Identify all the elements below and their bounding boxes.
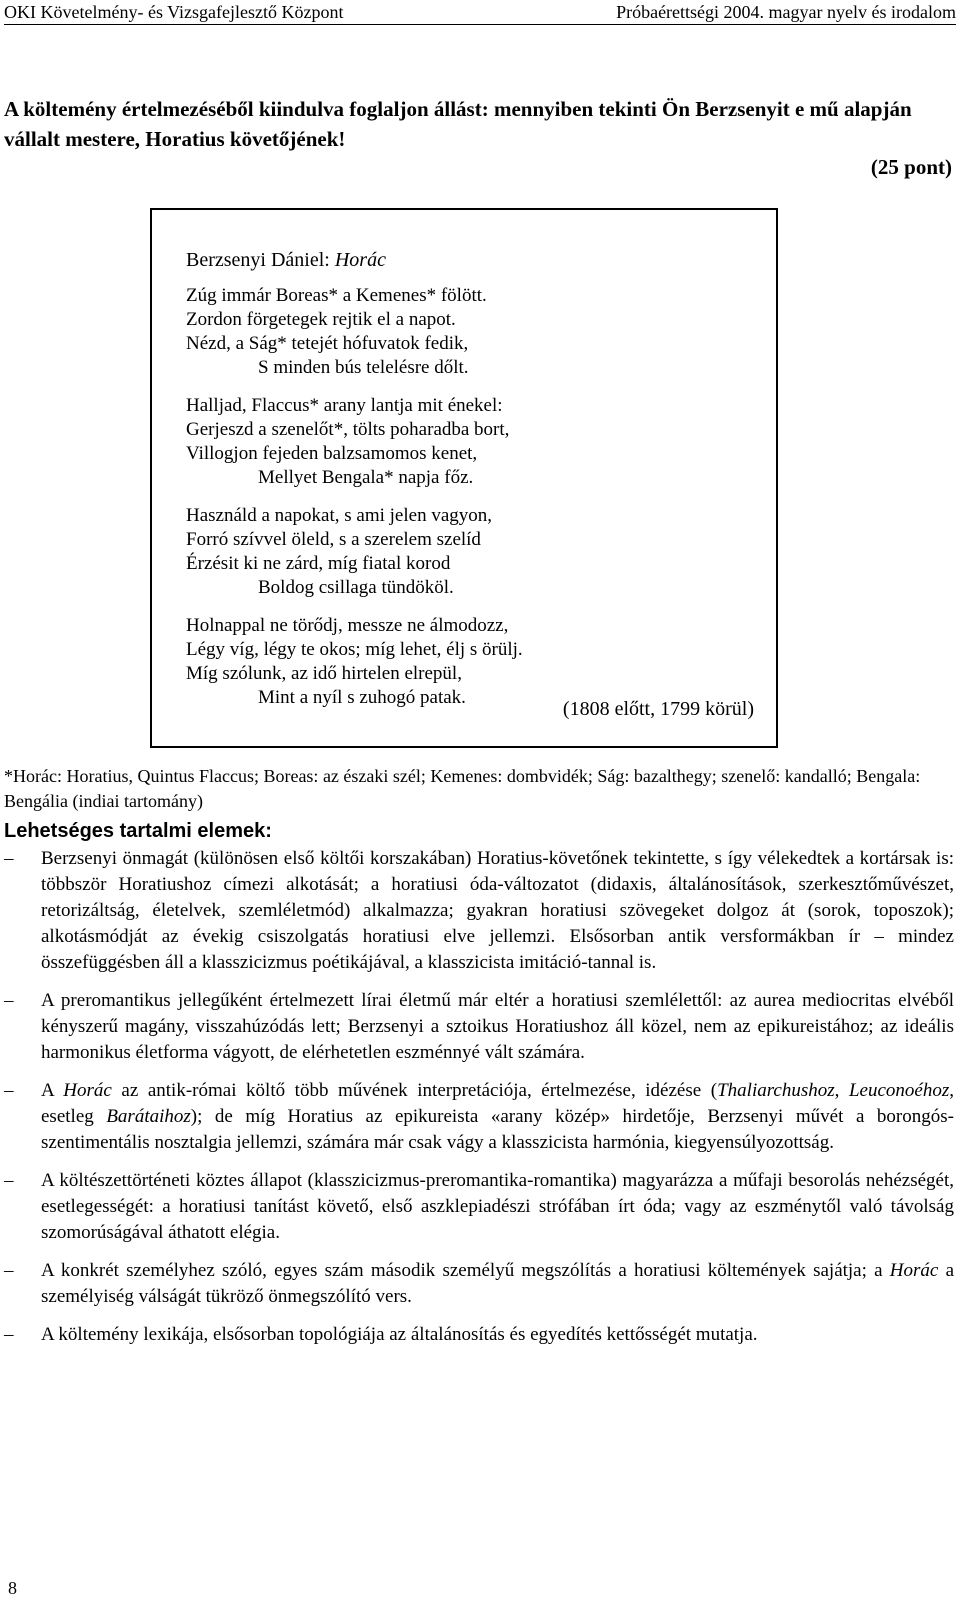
item-text-italic: Thaliarchushoz bbox=[717, 1080, 835, 1101]
item-text: A preromantikus jellegűként értelmezett lírai életmű már eltér a horatiusi szemlélettől: az aurea mediocritas elvéből kényszerű magány, visszahúzódás lett; Berzsenyi a sztoikus Horatiushoz áll közel, nem az epikureistához; az ideális harmonikus életforma vágyott, de elérhetetlen eszménnyé vált számára. bbox=[41, 990, 954, 1063]
item-text-italic: Horác bbox=[63, 1080, 112, 1101]
item-text: A konkrét személyhez szóló, egyes szám második személyű megszólítás a horatiusi költemények sajátja; a bbox=[41, 1260, 890, 1281]
item-text-italic: Horác bbox=[889, 1260, 939, 1281]
dash-bullet: – bbox=[4, 1324, 14, 1345]
item-text: ); de míg Horatius az epikureista «arany közép» hirdetője, Berzsenyi művét a borongós-szentimentális nosztalgia jellemzi, számára már csak vágy a klasszicista harmónia, kiegyensúlyozottság. bbox=[41, 1106, 954, 1153]
poem-line: Halljad, Flaccus* arany lantja mit énekel: bbox=[186, 395, 503, 416]
poem-line: Mellyet Bengala* napja főz. bbox=[258, 467, 474, 488]
poem-line: Gerjeszd a szenelőt*, tölts poharadba bort, bbox=[186, 419, 510, 440]
dash-bullet: – bbox=[4, 848, 14, 869]
footnote: *Horác: Horatius, Quintus Flaccus; Boreas: az északi szél; Kemenes: dombvidék; Ság: bazalthegy; szenelő: kandalló; Bengala: Bengália (indiai tartomány) bbox=[4, 766, 921, 811]
poem-title-text: Horác bbox=[334, 249, 386, 271]
header-org: OKI Követelmény- és Vizsgafejlesztő Központ bbox=[4, 2, 344, 22]
dash-bullet: – bbox=[4, 1080, 14, 1101]
section-subtitle: Lehetséges tartalmi elemek: bbox=[4, 820, 272, 842]
poem-line: Használd a napokat, s ami jelen vagyon, bbox=[186, 505, 493, 526]
poem-line: Míg szólunk, az idő hirtelen elrepül, bbox=[186, 663, 462, 684]
poem-line: Mint a nyíl s zuhogó patak. bbox=[258, 687, 466, 708]
poem-line: Légy víg, légy te okos; míg lehet, élj s örülj. bbox=[186, 639, 523, 660]
poem-line: Zúg immár Boreas* a Kemenes* fölött. bbox=[186, 285, 487, 306]
dash-bullet: – bbox=[4, 1260, 14, 1281]
item-text-italic: Leuconoéhoz bbox=[848, 1080, 950, 1101]
list-item bbox=[4, 1078, 954, 1156]
poem-box bbox=[150, 208, 778, 748]
poem-author: Berzsenyi Dániel: bbox=[186, 249, 335, 271]
page-number: 8 bbox=[8, 1578, 17, 1598]
header-exam: Próbaérettségi 2004. magyar nyelv és irodalom bbox=[616, 2, 956, 22]
task-points: (25 pont) bbox=[870, 155, 952, 179]
item-text: , bbox=[834, 1080, 849, 1101]
poem-line: Nézd, a Ság* tetejét hófuvatok fedik, bbox=[186, 333, 469, 354]
content-items bbox=[4, 846, 954, 1360]
list-item bbox=[4, 1322, 954, 1348]
item-text: A költemény lexikája, elsősorban topológiája az általánosítás és egyedítés kettősségét mutatja. bbox=[41, 1324, 758, 1345]
poem-line: Boldog csillaga tündököl. bbox=[258, 577, 454, 598]
poem-line: Érzésit ki ne zárd, míg fiatal korod bbox=[186, 553, 451, 574]
item-text: az antik-római költő több művének interpretációja, értelmezése, idézése ( bbox=[111, 1080, 718, 1101]
stanza bbox=[186, 504, 523, 600]
poem-line: Villogjon fejeden balzsamomos kenet, bbox=[186, 443, 478, 464]
stanza bbox=[186, 394, 523, 490]
stanza bbox=[186, 614, 523, 710]
poem-line: Holnappal ne törődj, messze ne álmodozz, bbox=[186, 615, 509, 636]
item-text: A bbox=[41, 1080, 64, 1101]
dash-bullet: – bbox=[4, 1170, 14, 1191]
item-text-italic: Barátaihoz bbox=[106, 1106, 191, 1127]
list-item bbox=[4, 1258, 954, 1310]
item-text: Berzsenyi önmagát (különösen első költői korszakában) Horatius-követőnek tekintette, s így vélekedtek a kortársak is: többször Horatiushoz címezi alkotását; a horatiusi óda-változatot (didaxis, általánosítások, szerkesztőművészet, retorizáltság, életelvek, szemléletmód) alkalmazza; gyakran horatiusi szövegeket dolgoz át (sorok, toposzok); alkotásmódját az évekig csiszolgatás horatiusi elve jellemzi. Elsősorban antik versformákban ír – mindez összefüggésben áll a klasszicizmus poétikájával, a klasszicista imitáció-tannal is. bbox=[41, 848, 954, 973]
task-prompt: A költemény értelmezéséből kiindulva foglaljon állást: mennyiben tekinti Ön Berzsenyit e mű alapján vállalt mestere, Horatius követőjének! bbox=[4, 97, 912, 151]
item-text: a személyiség válságát tükröző önmegszólító vers. bbox=[41, 1260, 955, 1307]
stanza bbox=[186, 284, 523, 380]
poem bbox=[186, 248, 523, 724]
dash-bullet: – bbox=[4, 990, 14, 1011]
poem-line: Zordon förgetegek rejtik el a napot. bbox=[186, 309, 456, 330]
item-text: , esetleg bbox=[41, 1080, 954, 1127]
poem-title bbox=[186, 248, 523, 272]
list-item bbox=[4, 988, 954, 1066]
poem-line: S minden bús telelésre dőlt. bbox=[258, 357, 469, 378]
list-item bbox=[4, 846, 954, 976]
item-text: A költészettörténeti köztes állapot (klasszicizmus-preromantika-romantika) magyarázza a műfaji besorolás nehézségét, esetlegességét: a horatiusi tanítást követő, első aszklepiadészi strófában írt óda; vagy az eszménytől való távolság szomorúságával áthatott elégia. bbox=[41, 1170, 954, 1243]
list-item bbox=[4, 1168, 954, 1246]
page-header bbox=[4, 0, 956, 25]
poem-date: (1808 előtt, 1799 körül) bbox=[562, 698, 754, 720]
poem-line: Forró szívvel öleld, s a szerelem szelíd bbox=[186, 529, 481, 550]
